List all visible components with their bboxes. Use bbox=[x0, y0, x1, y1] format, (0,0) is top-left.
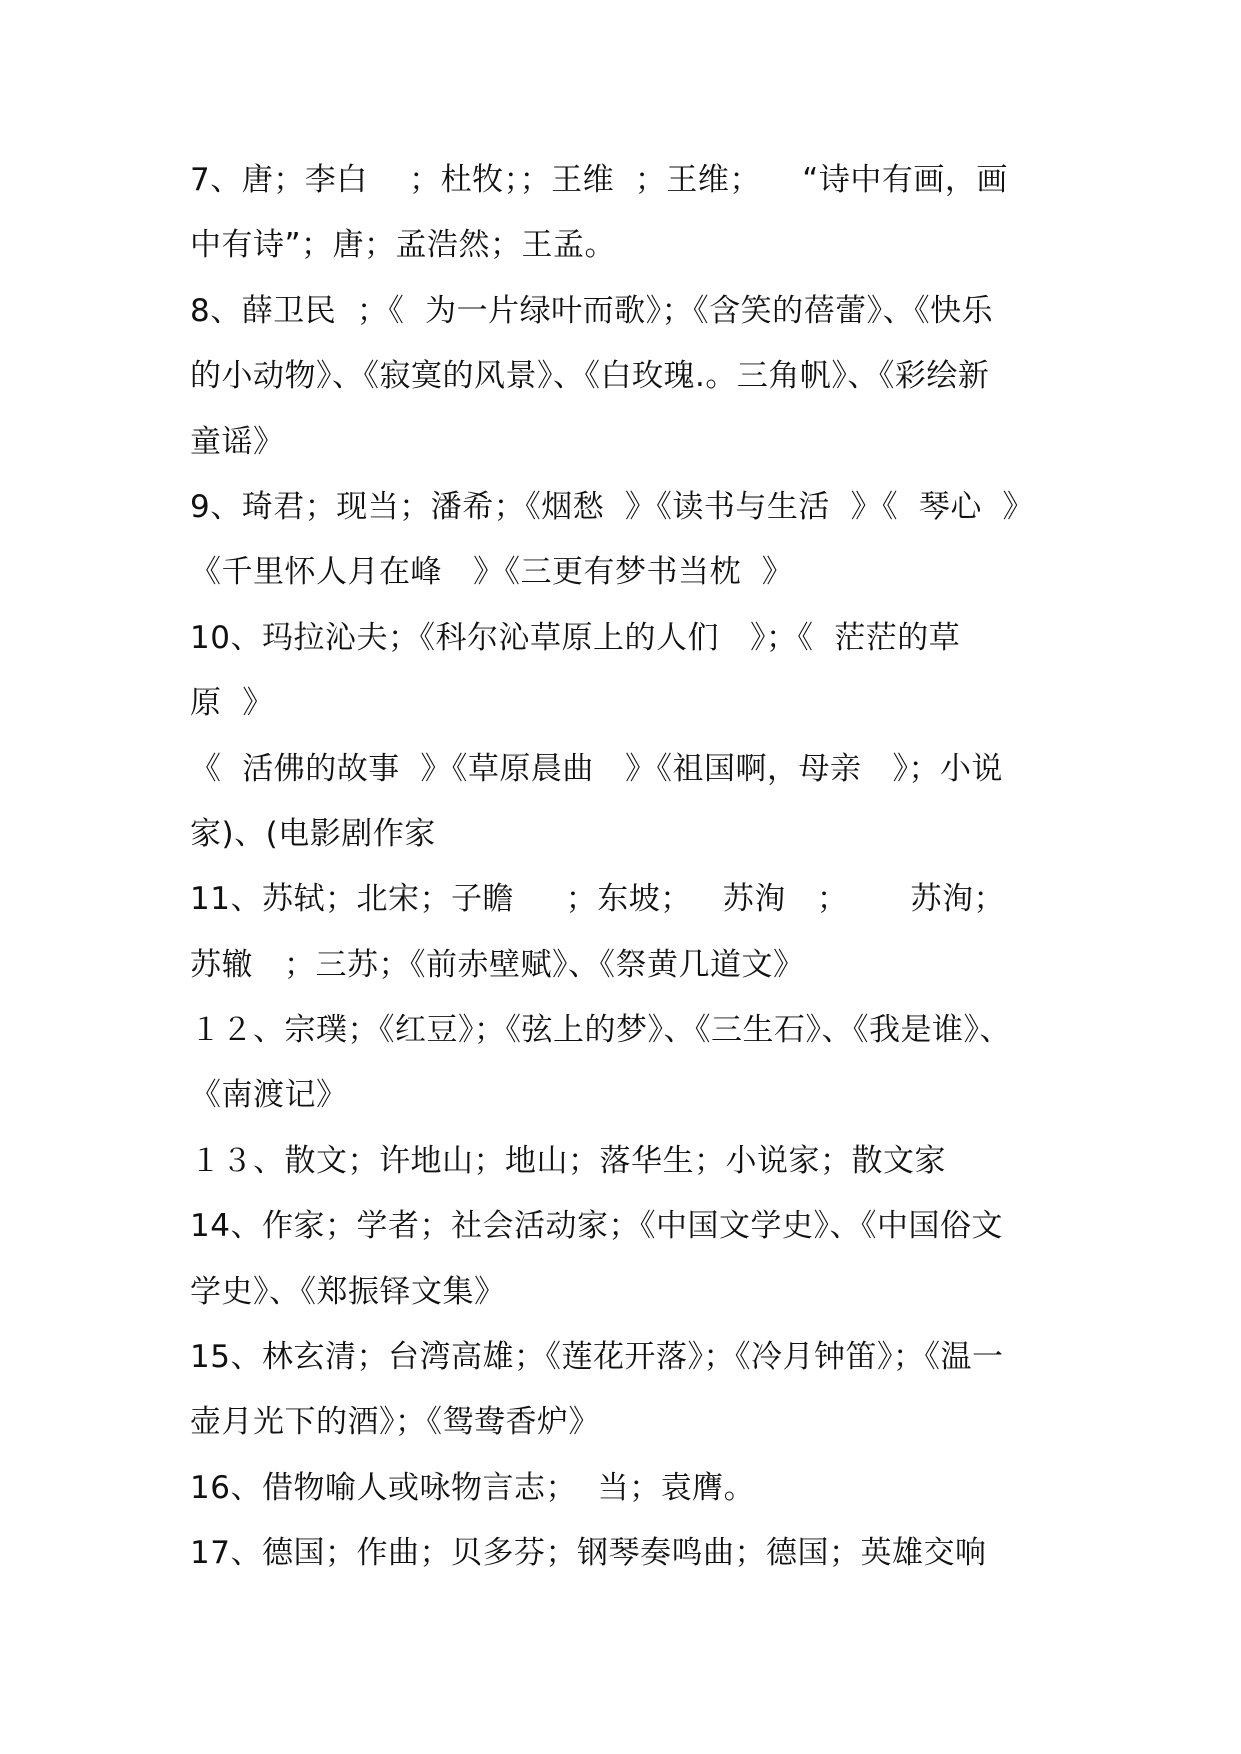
text-line: 童谣》 bbox=[190, 423, 285, 460]
text-line: 家)、(电影剧作家 bbox=[190, 815, 436, 852]
text-line: 9、琦君；现当；潘希；《烟愁 》《读书与生活 》《 琴心 》 bbox=[190, 488, 1035, 525]
text-line: 壶月光下的酒》；《鸳鸯香炉》 bbox=[190, 1404, 600, 1441]
text-line: 8、薛卫民 ；《 为一片绿叶而歌》；《含笑的蓓蕾》、《快乐 bbox=[190, 292, 994, 329]
text-line: 《 活佛的故事 》《草原晨曲 》《祖国啊，母亲 》；小说 bbox=[190, 750, 1004, 787]
answer-text-block bbox=[190, 148, 1070, 1587]
text-line: 17、德国；作曲；贝多芬；钢琴奏鸣曲；德国；英雄交响 bbox=[190, 1535, 987, 1572]
text-line: 《南渡记》 bbox=[190, 1077, 348, 1114]
text-line: １２、宗璞；《红豆》；《弦上的梦》、《三生石》、《我是谁》、 bbox=[190, 1012, 1011, 1049]
text-line: 学史》、《郑振铎文集》 bbox=[190, 1273, 506, 1310]
text-line: 15、林玄清；台湾高雄；《莲花开落》；《冷月钟笛》；《温一 bbox=[190, 1339, 1004, 1376]
text-line: 7、唐；李白 ；杜牧；；王维 ；王维； “诗中有画，画 bbox=[190, 162, 1008, 198]
text-line: 苏辙 ；三苏；《前赤壁赋》、《祭黄几道文》 bbox=[190, 946, 805, 983]
text-line: 11、苏轼；北宋；子瞻 ；东坡； 苏洵 ； 苏洵； bbox=[190, 881, 1005, 918]
text-line: 16、借物喻人或咏物言志； 当；袁膺。 bbox=[190, 1469, 756, 1506]
text-line: 中有诗”；唐；孟浩然；王孟。 bbox=[190, 227, 617, 264]
text-line: 《千里怀人月在峰 》《三更有梦书当枕 》 bbox=[190, 554, 794, 591]
text-line: 原 》 bbox=[190, 685, 274, 722]
text-line: 的小动物》、《寂寞的风景》、《白玫瑰.。三角帆》、《彩绘新 bbox=[190, 358, 990, 395]
text-line: 14、作家；学者；社会活动家；《中国文学史》、《中国俗文 bbox=[190, 1208, 1003, 1245]
text-line: １３、散文；许地山；地山；落华生；小说家；散文家 bbox=[190, 1142, 946, 1179]
text-line: 10、玛拉沁夫；《科尔沁草原上的人们 》；《 茫茫的草 bbox=[190, 619, 961, 656]
